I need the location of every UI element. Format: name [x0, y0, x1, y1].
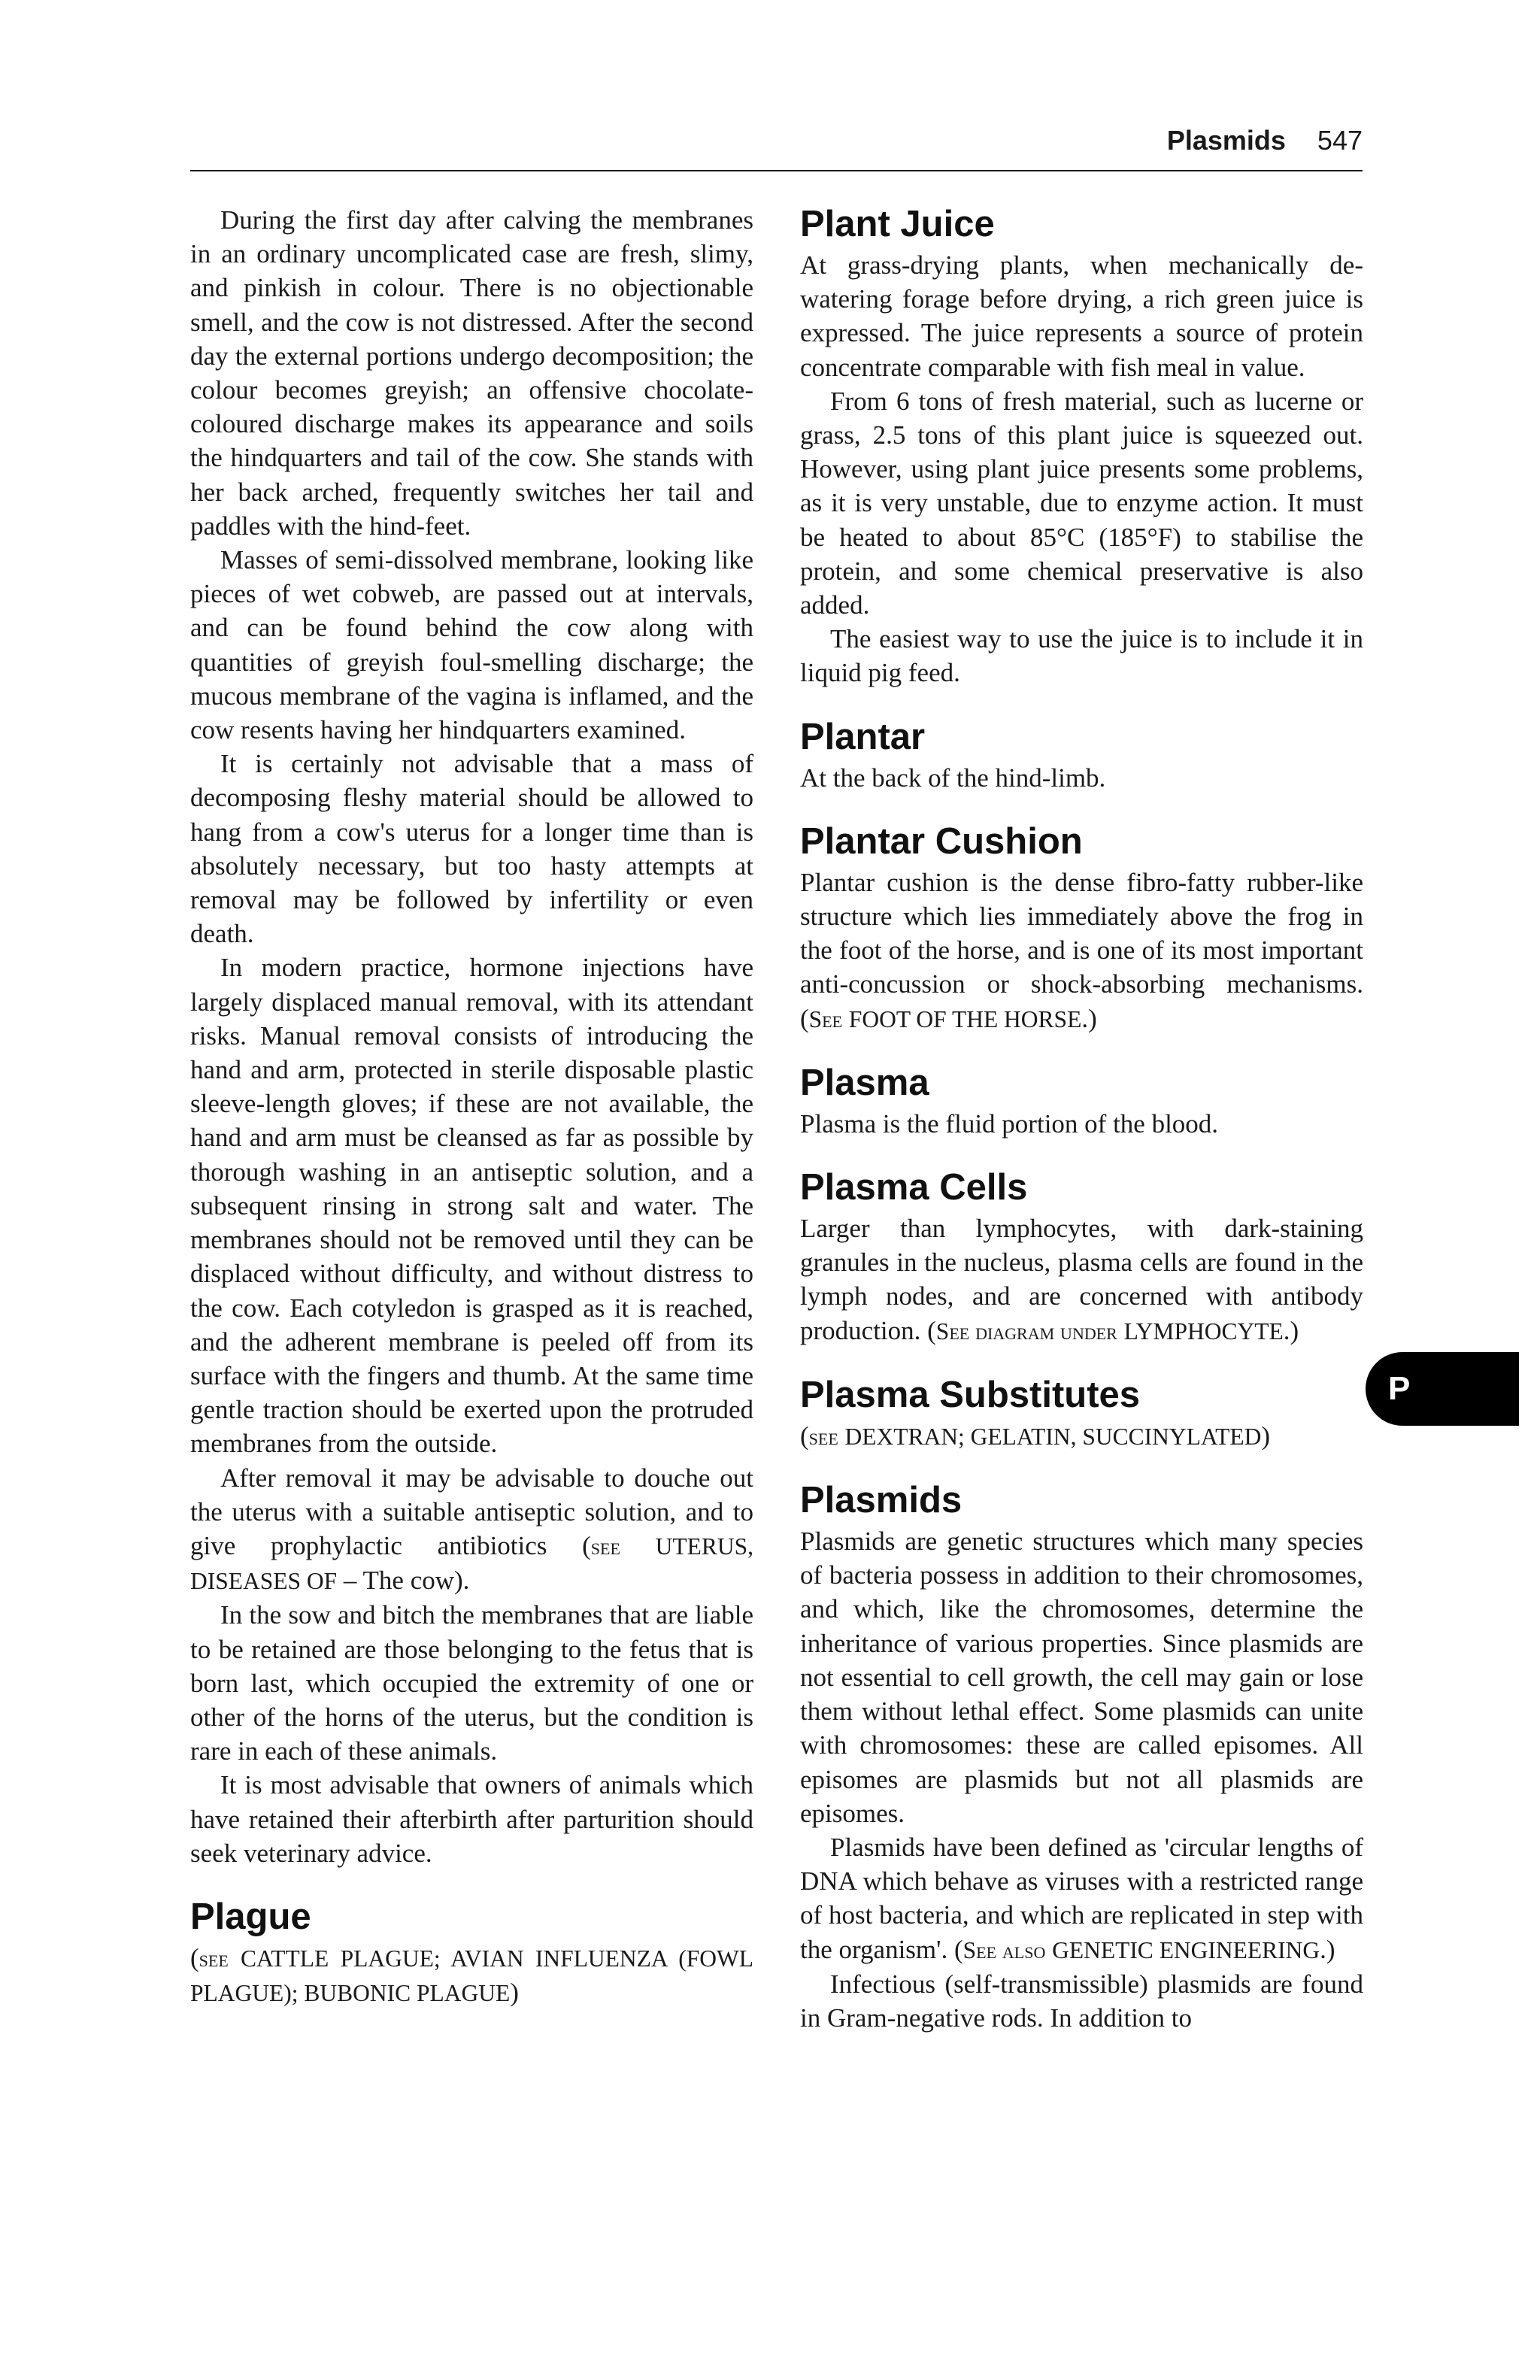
cross-reference: CATTLE PLAGUE; AVIAN INFLUENZA (FOWL PLAGUE); BUBONIC PLAGUE — [190, 1945, 753, 2007]
cross-reference: DEXTRAN; GELATIN, SUCCINYLATED — [844, 1423, 1262, 1450]
paragraph: In the sow and bitch the membranes that are liable to be retained are those belonging to the fetus that is born last, which occupied the extremity of one or other of the horns of the uterus, but the condition is rare in each of these animals. — [190, 1600, 753, 1766]
paragraph — [190, 1461, 753, 1599]
see-label: See diagram under — [935, 1317, 1117, 1345]
paragraph-text: Plasmids have been defined as 'circular lengths of DNA which behave as viruses with a restricted range of host bacteria, and which are replicated in step with the organism'. ( — [800, 1832, 1363, 1964]
entry-heading-plague: Plague — [190, 1896, 311, 1937]
thumb-index-tab: P — [1366, 1352, 1519, 1426]
entry-heading-plantar-cushion: Plantar Cushion — [800, 820, 1083, 862]
paragraph: The easiest way to use the juice is to include it in liquid pig feed. — [800, 624, 1363, 688]
paragraph: Plasma is the fluid portion of the blood. — [800, 1108, 1219, 1138]
paragraph: It is certainly not advisable that a mass of decomposing fleshy material should be allowed to hang from a cow's uterus for a longer time than is absolutely necessary, but too hasty attempts at removal may be followed by infertility or even death. — [190, 749, 753, 949]
paragraph: Infectious (self-transmissible) plasmids are found in Gram-negative rods. In addition to — [800, 1969, 1363, 2033]
paragraph: In modern practice, hormone injections have largely displaced manual removal, with its attendant risks. Manual removal consists of introducing the hand and arm, protected in sterile disposable plastic sleeve-length gloves; if these are not available, the hand and arm must be cleansed as far as possible by thorough washing in an antiseptic solution, and a subsequent rinsing in strong salt and water. The membranes should not be removed until they can be displaced without difficulty, and without distress to the cow. Each cotyledon is grasped as it is reached, and the adherent membrane is peeled off from its surface with the fingers and thumb. At the same time gentle traction should be exerted upon the protruded membranes from the outside. — [190, 953, 753, 1459]
paragraph: Masses of semi-dissolved membrane, looking like pieces of wet cobweb, are passed out at intervals, and can be found behind the cow along with quantities of greyish foul-smelling discharge; the mucous membrane of the vagina is inflamed, and the cow resents having her hindquarters examined. — [190, 545, 753, 745]
see-label: See also — [962, 1936, 1046, 1963]
see-label: see — [590, 1533, 620, 1560]
entry-heading-plant-juice: Plant Juice — [800, 204, 995, 244]
paragraph: Plasmids are genetic structures which many species of bacteria possess in addition to their chromosomes, and which, like the chromosomes, determine the inheritance of various properties. Since plasmids are not essential to cell growth, the cell may gain or lose them without lethal effect. Some plasmids can unite with chromosomes: these are called episomes. All episomes are plasmids but not all plasmids are episomes. — [800, 1527, 1363, 1828]
paragraph: From 6 tons of fresh material, such as lucerne or grass, 2.5 tons of this plant juice is squeezed out. However, using plant juice presents some problems, as it is very unstable, due to enzyme action. It must be heated to about 85°C (185°F) to stabilise the protein, and some chemical preservative is also added. — [800, 386, 1363, 620]
paragraph-text: After removal it may be advisable to douche out the uterus with a suitable antiseptic solution, and to give prophylactic antibiotics ( — [190, 1463, 753, 1560]
running-head-title: Plasmids — [1166, 125, 1286, 156]
paragraph-tail: .) — [1081, 1003, 1097, 1033]
paragraph-tail: .) — [1283, 1315, 1299, 1345]
paragraph — [800, 1830, 1363, 1967]
entry-heading-plasma-cells: Plasma Cells — [800, 1167, 1028, 1208]
cross-reference: GENETIC ENGINEERING — [1052, 1936, 1320, 1963]
paragraph: At grass-drying plants, when mechanically de-watering forage before drying, a rich green juice is expressed. The juice represents a source of protein concentrate comparable with fish meal in value. — [800, 250, 1363, 382]
left-column — [190, 203, 753, 2010]
entry-heading-plasma: Plasma — [800, 1062, 929, 1103]
cross-reference: FOOT OF THE HORSE — [848, 1005, 1082, 1032]
cross-reference: UTERUS, DISEASES OF — [190, 1533, 754, 1595]
cross-reference: LYMPHOCYTE — [1123, 1317, 1284, 1345]
see-label: see — [199, 1945, 229, 1972]
paragraph: During the first day after calving the membranes in an ordinary uncomplicated case are fresh, slimy, and pinkish in colour. There is no objectionable smell, and the cow is not distressed. After the second day the external portions undergo decomposition; the colour becomes greyish; an offensive chocolate-coloured discharge makes its appearance and soils the hindquarters and tail of the cow. She stands with her back arched, frequently switches her tail and paddles with the hind-feet. — [190, 205, 753, 541]
cross-reference-line: (see CATTLE PLAGUE; AVIAN INFLUENZA (FOWL PLAGUE); BUBONIC PLAGUE) — [190, 1942, 753, 2008]
paragraph-tail: .) — [1320, 1934, 1335, 1964]
paragraph — [800, 866, 1363, 1036]
page-number: 547 — [1317, 125, 1363, 156]
see-label: see — [808, 1423, 838, 1450]
entry-heading-plasmids: Plasmids — [800, 1480, 962, 1521]
paragraph-tail: – The cow). — [337, 1566, 470, 1596]
running-head — [190, 125, 1363, 171]
entry-heading-plasma-substitutes: Plasma Substitutes — [800, 1374, 1141, 1415]
cross-reference-line: (see DEXTRAN; GELATIN, SUCCINYLATED) — [800, 1420, 1271, 1451]
paragraph — [800, 1211, 1363, 1348]
paragraph-text: Plantar cushion is the dense fibro-fatty rubber-like structure which lies immediately above the frog in the foot of the horse, and is one of its most important anti-concussion or shock-absorbing mechanisms. ( — [800, 867, 1363, 1033]
right-column — [800, 203, 1363, 2035]
see-label: See — [808, 1005, 843, 1032]
entry-heading-plantar: Plantar — [800, 716, 926, 757]
paragraph: At the back of the hind-limb. — [800, 763, 1106, 793]
paragraph-text: Larger than lymphocytes, with dark-staining granules in the nucleus, plasma cells are found in the lymph nodes, and are concerned with antibody production. ( — [800, 1214, 1363, 1345]
paragraph: It is most advisable that owners of animals which have retained their afterbirth after parturition should seek veterinary advice. — [190, 1770, 753, 1868]
